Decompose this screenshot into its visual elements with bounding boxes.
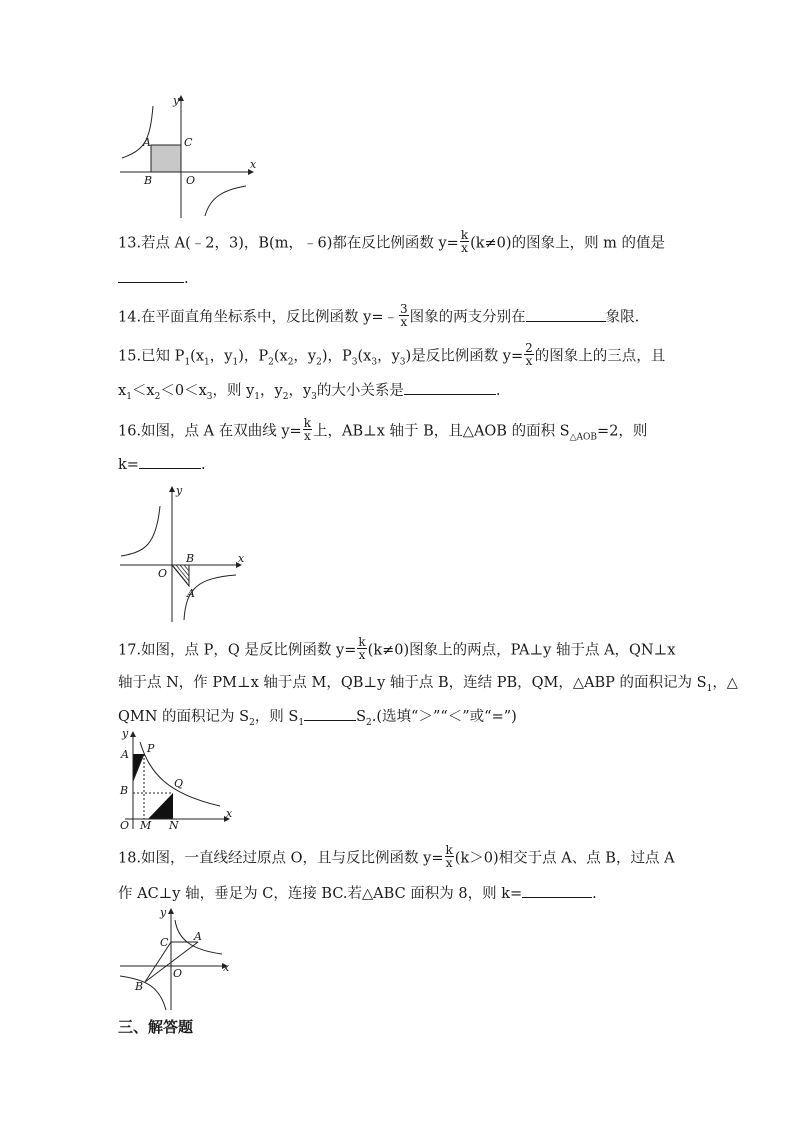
hyperbola-branch-2nd-quadrant — [121, 506, 160, 556]
sub: 1 — [204, 357, 210, 368]
sub: 3 — [351, 357, 358, 368]
t: 轴于点 N，作 PM⊥x 轴于点 M，QB⊥y 轴于点 B，连结 PB，QM，△ABP 的面积记为 S — [118, 675, 707, 691]
sub: 3 — [311, 391, 317, 402]
period: . — [592, 886, 597, 902]
q18-text-post: (k＞0)相交于点 A、点 B，过点 A — [454, 850, 675, 867]
period: . — [184, 271, 189, 287]
sub: 2 — [287, 357, 294, 368]
fraction-2-over-x — [524, 342, 534, 367]
label-A: A — [143, 136, 151, 149]
hyperbola-branch-4th-quadrant — [205, 186, 246, 216]
sub: 2 — [366, 717, 372, 728]
black-triangle-QMN — [148, 793, 173, 819]
question-16 — [118, 416, 648, 444]
label-C: C — [160, 936, 169, 949]
numerator: 2 — [525, 341, 533, 355]
t: ，则 S — [254, 709, 299, 725]
subscript-aob: △AOB — [569, 432, 598, 443]
denominator: x — [445, 856, 453, 870]
q14-text-pre: 14.在平面直角坐标系中，反比例函数 y=﹣ — [118, 309, 399, 326]
t: ，则 y — [212, 383, 255, 399]
t: ＜0＜x — [160, 383, 207, 399]
sub: 2 — [249, 717, 255, 728]
answer-blank[interactable] — [118, 268, 184, 283]
sub: 1 — [184, 357, 191, 368]
label-Q: Q — [174, 777, 184, 790]
period: . — [200, 457, 206, 473]
numerator: k — [460, 228, 469, 242]
numerator: k — [358, 635, 366, 649]
figure-q12 — [118, 92, 263, 220]
sub: 1 — [706, 683, 713, 694]
label-A: A — [187, 587, 195, 600]
label-A: A — [194, 930, 202, 943]
fraction-k-over-x — [357, 636, 366, 661]
t: 作 AC⊥y 轴，垂足为 C，连接 BC.若△ABC 面积为 8，则 k= — [118, 886, 523, 902]
t: )是反比例函数 y= — [405, 348, 524, 365]
label-N: N — [169, 819, 179, 832]
question-17-line-3 — [118, 706, 517, 727]
q18-text-pre: 18.如图，一直线经过原点 O，且与反比例函数 y= — [118, 850, 444, 867]
answer-blank[interactable] — [526, 307, 606, 322]
answer-blank[interactable] — [139, 454, 201, 469]
q14-text-post: 象限. — [605, 309, 640, 326]
sub: 3 — [206, 391, 213, 402]
shaded-rectangle — [151, 145, 181, 172]
denominator: x — [525, 354, 533, 368]
t: ，y — [288, 383, 312, 399]
question-13-answer-line — [118, 268, 189, 289]
y-axis-arrow — [168, 908, 174, 914]
question-18 — [118, 843, 675, 871]
period: . — [495, 383, 501, 399]
sub: 2 — [316, 357, 322, 368]
label-P: P — [147, 742, 155, 755]
label-O: O — [173, 967, 183, 980]
t: (x — [357, 348, 372, 365]
t: ，△ — [712, 675, 738, 691]
t: 的大小关系是 — [316, 383, 404, 399]
label-A: A — [121, 748, 129, 761]
numerator: k — [445, 843, 453, 857]
question-18-line-2 — [118, 883, 597, 904]
q16-text-post: =2，则 — [597, 423, 648, 440]
t: (x — [273, 348, 288, 365]
label-B: B — [144, 174, 153, 187]
t: ，y — [377, 348, 400, 365]
figure-q18 — [118, 904, 236, 1012]
numerator: 3 — [400, 302, 408, 316]
fraction-3-over-x — [399, 303, 409, 328]
t: ，y — [293, 348, 317, 365]
q16-text-mid: 上，AB⊥x 轴于 B，且△AOB 的面积 S — [312, 423, 570, 440]
denominator: x — [400, 315, 408, 329]
answer-blank[interactable] — [304, 706, 356, 721]
t: (x — [190, 348, 205, 365]
label-y: y — [160, 906, 167, 919]
question-16-answer-line — [118, 454, 206, 475]
question-15 — [118, 341, 666, 369]
q14-text-mid: 图象的两支分别在 — [409, 309, 526, 326]
t: ，y — [260, 383, 283, 399]
label-B: B — [186, 552, 195, 565]
label-x: x — [226, 807, 233, 820]
q13-text-pre: 13.若点 A(﹣2，3)，B(m，﹣6)都在反比例函数 y= — [118, 235, 459, 252]
label-O: O — [158, 567, 168, 580]
sub: 3 — [399, 357, 406, 368]
question-17 — [118, 635, 676, 663]
fraction-k-over-x — [303, 417, 312, 442]
label-B: B — [135, 980, 144, 993]
label-y: y — [173, 94, 180, 107]
question-17-line-2 — [118, 673, 738, 693]
hyperbola-branch-2nd-quadrant — [122, 106, 153, 158]
fraction-k-over-x — [445, 844, 454, 869]
sub: 1 — [126, 391, 132, 402]
k-label: k= — [118, 457, 139, 473]
t: 的图象上的三点，且 — [534, 348, 666, 365]
label-x: x — [250, 158, 257, 171]
y-axis-arrow — [169, 486, 175, 492]
q16-text-pre: 16.如图，点 A 在双曲线 y= — [118, 423, 302, 440]
t: 15.已知 P — [118, 348, 185, 365]
question-15-line-2 — [118, 380, 501, 401]
sub: 1 — [232, 357, 239, 368]
q17-text-pre: 17.如图，点 P，Q 是反比例函数 y= — [118, 642, 357, 659]
label-x: x — [238, 552, 245, 565]
denominator: x — [461, 241, 468, 255]
denominator: x — [303, 429, 311, 443]
t: ，y — [209, 348, 233, 365]
t: QMN 的面积记为 S — [118, 709, 250, 725]
sub: 1 — [254, 391, 261, 402]
sub: 2 — [282, 391, 289, 402]
label-B: B — [120, 784, 129, 797]
label-x: x — [223, 961, 230, 974]
figure-q17 — [116, 728, 238, 832]
question-14 — [118, 302, 640, 330]
t: )，P — [321, 348, 352, 365]
sub: 3 — [371, 357, 378, 368]
figure-q16 — [118, 482, 248, 624]
numerator: k — [303, 416, 311, 430]
label-y: y — [176, 484, 183, 497]
y-axis-arrow — [130, 731, 136, 737]
sub: 2 — [154, 391, 161, 402]
q17-text-post: (k≠0)图象上的两点，PA⊥y 轴于点 A，QN⊥x — [367, 642, 676, 659]
answer-blank[interactable] — [404, 380, 496, 395]
t: x — [118, 383, 127, 399]
t: S — [356, 709, 367, 725]
label-M: M — [140, 819, 152, 832]
sub: 2 — [268, 357, 274, 368]
label-O: O — [120, 819, 130, 832]
q13-text-post: (k≠0)的图象上，则 m 的值是 — [470, 235, 666, 252]
answer-blank[interactable] — [522, 883, 592, 898]
question-13 — [118, 228, 666, 256]
t: )，P — [238, 348, 269, 365]
label-O: O — [186, 174, 196, 187]
denominator: x — [358, 648, 366, 662]
sub: 1 — [298, 717, 305, 728]
fraction-k-over-x — [460, 229, 469, 254]
t: .(选填“＞”“＜”或“=”) — [371, 709, 517, 725]
section-heading: 三、解答题 — [118, 1018, 194, 1036]
t: ＜x — [131, 383, 155, 399]
label-C: C — [184, 136, 193, 149]
label-y: y — [122, 728, 129, 740]
